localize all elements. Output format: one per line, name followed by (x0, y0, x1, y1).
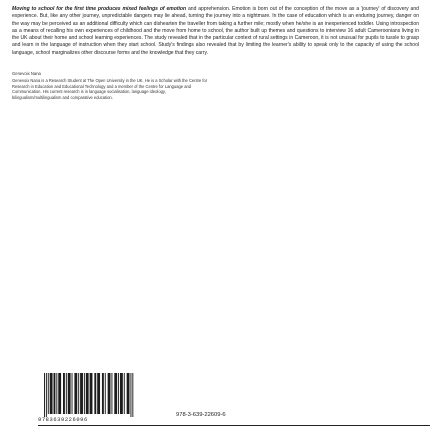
barcode-bar (50, 373, 53, 414)
blurb-body: and apprehension. Emotion is born out of the conception of the move as a 'journey' of discovery and experience. But, like any other journey, unpredictable dangers may lie ahead, turning the journey into a nightmare. In the case of education which is an enduring journey, danger on the way may be perceived as an additional difficulty which can dishearten the traveller from taking a further mile; mostly when he/she is an inexperienced toddler. Using introspection as a means of recalling his own experiences of childhood and the move from home to school, the author built up themes and questions to interview 16 adult Cameroonians living in the UK about their home and school learning experiences. The study revealed that in the particular context of rural settings in Cameroon, it is not unusual for pupils to tussle to grasp and learn in the language of instruction when they start school. Study's findings also revealed that by limiting the learner's ability to speak only to the capacity of using the school language, school marginalizes other discourse forms and the knowledge that they carry. (12, 6, 419, 56)
barcode-bar (44, 373, 45, 417)
barcode-bar (102, 373, 104, 414)
blurb-lead: Moving to school for the first time produces mixed feelings of emotion (12, 6, 187, 12)
barcode-bar (74, 373, 77, 414)
barcode-bar (130, 373, 131, 417)
barcode-bar (94, 373, 96, 414)
barcode-bar (114, 373, 117, 414)
barcode-bar (97, 373, 100, 414)
barcode-bar (72, 373, 73, 414)
barcode-bar (80, 373, 83, 414)
author-bio-text: Genevoix Nana is a Research Student at The Open University in the UK. He is a Scholar with the Centre for Research in Education and Educational Technology and a member of the Centre for Language and Communication. His current research is in language socialisation, language ideology, bilingualism/multilingualism and comparative education. (12, 77, 208, 101)
barcode-bar (78, 373, 79, 414)
barcode-digits: 9783639226096 (38, 417, 88, 423)
barcode-bar (68, 373, 71, 414)
barcode-bar (105, 373, 106, 414)
barcode-bar (111, 373, 112, 414)
author-bio (12, 71, 212, 101)
barcode-icon (38, 373, 158, 417)
barcode-bar (132, 373, 133, 417)
barcode-bar (120, 373, 123, 414)
author-name: Genevoix Nana (12, 70, 41, 76)
barcode-bar (54, 373, 56, 414)
barcode-bar (124, 373, 125, 414)
barcode-bar (127, 373, 130, 414)
barcode-bar (48, 373, 49, 414)
barcode-bar (84, 373, 85, 414)
barcode-bar (46, 373, 47, 417)
bottom-rule (38, 425, 430, 426)
barcode-bar (56, 373, 57, 414)
barcode-bar (108, 373, 111, 414)
blurb-paragraph (12, 6, 419, 57)
barcode-bar (86, 373, 89, 414)
barcode-bar (66, 373, 67, 414)
barcode-bar (118, 373, 119, 414)
barcode-bar (90, 373, 93, 414)
barcode-bar (58, 373, 61, 414)
barcode-bar (63, 373, 65, 414)
isbn-number: 978-3-639-22609-6 (176, 412, 226, 418)
barcode (38, 373, 158, 423)
